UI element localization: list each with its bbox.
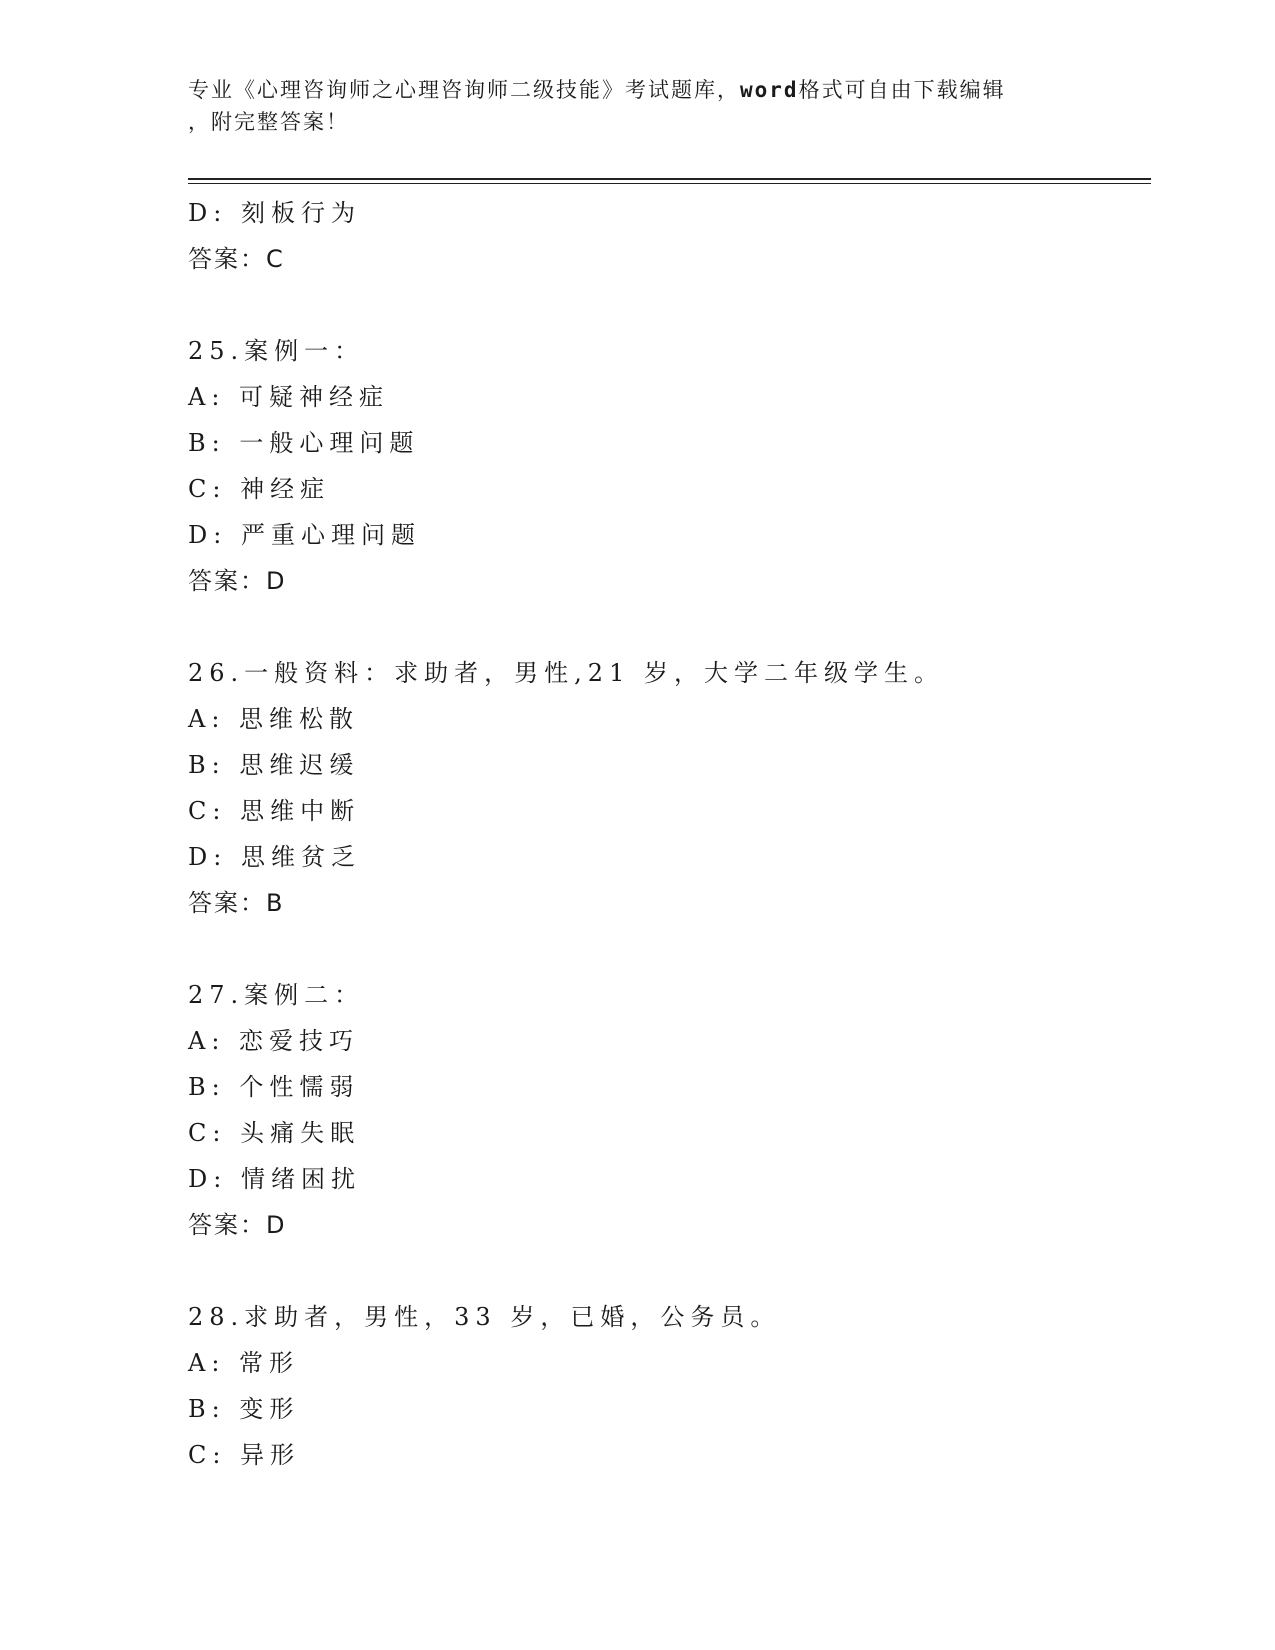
option-item: B: 个性懦弱 [188, 1073, 360, 1101]
header-line-2: ，附完整答案！ [188, 110, 349, 134]
answer-line: 答案：D [188, 567, 287, 595]
option-item: A: 思维松散 [188, 705, 360, 733]
answer-line: 答案：B [188, 889, 285, 917]
answer-line: 答案：C [188, 245, 285, 273]
option-item: D: 严重心理问题 [188, 521, 421, 549]
question-stem: 27.案例二： [188, 981, 365, 1009]
header-title-tail: 格式可自由下载编辑 [798, 78, 1006, 102]
option-item: A: 恋爱技巧 [188, 1027, 360, 1055]
header-word-text: word [740, 78, 799, 102]
option-item: D: 思维贫乏 [188, 843, 361, 871]
header-title-text: 专业《心理咨询师之心理咨询师二级技能》考试题库， [188, 78, 740, 102]
block-spacer [188, 604, 1148, 650]
option-item: C: 神经症 [188, 475, 331, 503]
header-divider-thick [188, 178, 1151, 180]
header-line-1 [188, 74, 1068, 106]
document-header [188, 74, 1068, 138]
option-item: A: 可疑神经症 [188, 383, 390, 411]
block-spacer [188, 926, 1148, 972]
option-item: B: 变形 [188, 1395, 300, 1423]
question-stem: 28.求助者，男性，33 岁，已婚，公务员。 [188, 1303, 781, 1331]
question-stem: 26.一般资料：求助者，男性,21 岁，大学二年级学生。 [188, 659, 944, 687]
header-divider-thin [188, 183, 1151, 184]
option-item: B: 一般心理问题 [188, 429, 420, 457]
option-item: C: 思维中断 [188, 797, 361, 825]
option-item: A: 常形 [188, 1349, 300, 1377]
option-item: B: 思维迟缓 [188, 751, 360, 779]
answer-line: 答案：D [188, 1211, 287, 1239]
question-list [188, 190, 1148, 1478]
option-item: C: 头痛失眠 [188, 1119, 361, 1147]
question-stem: 25.案例一： [188, 337, 365, 365]
option-item: D: 情绪困扰 [188, 1165, 361, 1193]
option-item: C: 异形 [188, 1441, 301, 1469]
block-spacer [188, 282, 1148, 328]
block-spacer [188, 1248, 1148, 1294]
option-item: D: 刻板行为 [188, 199, 361, 227]
